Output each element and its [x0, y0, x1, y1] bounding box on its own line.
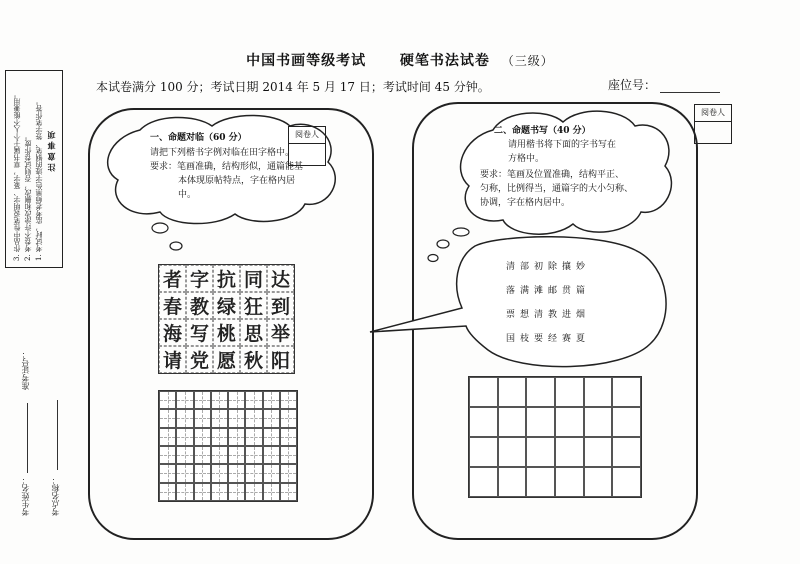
seat-label: 座位号：: [608, 78, 657, 92]
model-char: 请: [159, 346, 186, 373]
notice-box: [5, 70, 63, 268]
practice-cell[interactable]: [498, 437, 527, 467]
practice-cell[interactable]: [612, 467, 641, 497]
model-char: 抗: [213, 265, 240, 292]
practice-cell[interactable]: [159, 428, 176, 446]
practice-cell[interactable]: [526, 377, 555, 407]
practice-cell[interactable]: [263, 446, 280, 464]
practice-cell[interactable]: [584, 467, 613, 497]
notice-heading: 注 意 事 项: [46, 131, 56, 172]
model-char: 党: [186, 346, 213, 373]
task-char-row-4: 国枝要经赛夏: [506, 334, 591, 344]
exam-level: （三级）: [501, 54, 554, 68]
admission-line[interactable]: [27, 403, 28, 473]
practice-cell[interactable]: [555, 377, 584, 407]
section1-grader-box[interactable]: [288, 126, 326, 166]
site-label: 考点名称：: [51, 476, 60, 516]
practice-cell[interactable]: [228, 409, 245, 427]
task-char-row-1: 清部初除攘妙: [506, 262, 591, 272]
practice-cell[interactable]: [211, 464, 228, 482]
model-char: 写: [186, 319, 213, 346]
practice-cell[interactable]: [176, 464, 193, 482]
practice-cell[interactable]: [228, 464, 245, 482]
exam-info: 本试卷满分 100 分；考试日期 2014 年 5 月 17 日；考试时间 45 分钟。: [96, 80, 490, 94]
notice-item-3: 3. 作品中性笔说明字、篆字，草书属于个人不能兼用。: [13, 91, 21, 261]
seat-number-field[interactable]: [608, 76, 720, 93]
practice-cell[interactable]: [228, 391, 245, 409]
practice-cell[interactable]: [280, 391, 297, 409]
cloud-dot-2: [170, 242, 182, 250]
practice-cell[interactable]: [263, 409, 280, 427]
admission-label: 准考证号：: [21, 350, 30, 390]
task-char-row-2: 落满滩邮贯篇: [506, 286, 591, 296]
practice-grid-1[interactable]: [158, 390, 298, 502]
seat-line[interactable]: [660, 80, 720, 93]
practice-cell[interactable]: [176, 446, 193, 464]
model-char: 春: [159, 292, 186, 319]
practice-cell[interactable]: [159, 464, 176, 482]
practice-cell[interactable]: [245, 391, 262, 409]
section1-cloud-dots: [150, 220, 190, 256]
model-char: 者: [159, 265, 186, 292]
practice-cell[interactable]: [245, 446, 262, 464]
model-char: 达: [267, 265, 294, 292]
section1-line-2: 要求：笔画准确，结构形似，通篇能基: [150, 162, 304, 172]
practice-cell[interactable]: [469, 437, 498, 467]
practice-cell[interactable]: [211, 409, 228, 427]
practice-cell[interactable]: [194, 391, 211, 409]
practice-cell[interactable]: [211, 428, 228, 446]
practice-cell[interactable]: [159, 446, 176, 464]
practice-cell[interactable]: [245, 409, 262, 427]
model-char: 海: [159, 319, 186, 346]
cloud-dot-1: [152, 223, 168, 233]
model-char: 狂: [240, 292, 267, 319]
practice-cell[interactable]: [194, 483, 211, 501]
practice-cell[interactable]: [194, 446, 211, 464]
practice-cell[interactable]: [228, 483, 245, 501]
section2-line-3: 要求：笔画及位置准确，结构平正、: [480, 170, 625, 180]
practice-cell[interactable]: [498, 467, 527, 497]
practice-cell[interactable]: [194, 464, 211, 482]
practice-cell[interactable]: [245, 483, 262, 501]
model-char: 思: [240, 319, 267, 346]
section2-grader-label: 阅卷人: [695, 105, 731, 122]
model-char: 举: [267, 319, 294, 346]
practice-cell[interactable]: [228, 446, 245, 464]
notice-item-1: 1. 考试时，监考老师黑色字迹的钢笔、签字笔作答。: [35, 98, 43, 261]
practice-cell[interactable]: [176, 391, 193, 409]
notice-item-2: 2. 考卷不许涂改和删改，否则试卷作废。: [24, 133, 32, 261]
practice-cell[interactable]: [584, 377, 613, 407]
name-label: 考生姓名：: [21, 476, 30, 516]
practice-cell[interactable]: [176, 483, 193, 501]
section2-line-4: 匀称，比例得当，通篇字的大小匀称、: [480, 184, 634, 194]
practice-cell[interactable]: [211, 446, 228, 464]
practice-cell[interactable]: [469, 407, 498, 437]
practice-cell[interactable]: [263, 428, 280, 446]
section2-line-2: 方格中。: [508, 154, 545, 164]
practice-cell[interactable]: [612, 437, 641, 467]
practice-cell[interactable]: [612, 377, 641, 407]
practice-cell[interactable]: [469, 377, 498, 407]
practice-cell[interactable]: [194, 409, 211, 427]
practice-cell[interactable]: [526, 407, 555, 437]
model-char: 愿: [213, 346, 240, 373]
practice-cell[interactable]: [526, 467, 555, 497]
model-char: 秋: [240, 346, 267, 373]
practice-cell[interactable]: [176, 409, 193, 427]
cloud-dot-3: [453, 228, 469, 236]
model-character-grid: [158, 264, 295, 374]
practice-cell[interactable]: [228, 428, 245, 446]
model-char: 字: [186, 265, 213, 292]
section1-grader-label: 阅卷人: [289, 127, 325, 144]
practice-cell[interactable]: [194, 428, 211, 446]
practice-cell[interactable]: [280, 483, 297, 501]
task-char-row-3: 票想清教进烟: [506, 310, 591, 320]
exam-subtitle: 硬笔书法试卷: [399, 53, 490, 69]
practice-cell[interactable]: [498, 407, 527, 437]
practice-cell[interactable]: [584, 407, 613, 437]
model-char: 到: [267, 292, 294, 319]
practice-cell[interactable]: [263, 464, 280, 482]
model-char: 教: [186, 292, 213, 319]
practice-cell[interactable]: [555, 407, 584, 437]
practice-cell[interactable]: [526, 437, 555, 467]
exam-title: [0, 50, 800, 70]
section2-line-5: 协调，字在格内居中。: [480, 198, 571, 208]
section1-line-4: 中。: [178, 190, 197, 200]
section1-line-3: 本体现原帖特点，字在格内居: [178, 176, 296, 186]
practice-cell[interactable]: [612, 407, 641, 437]
practice-cell[interactable]: [245, 428, 262, 446]
model-char: 桃: [213, 319, 240, 346]
section2-grader-box[interactable]: [694, 104, 732, 144]
practice-cell[interactable]: [211, 391, 228, 409]
practice-cell[interactable]: [159, 391, 176, 409]
site-line[interactable]: [57, 400, 58, 470]
practice-cell[interactable]: [159, 483, 176, 501]
practice-cell[interactable]: [584, 437, 613, 467]
practice-cell[interactable]: [498, 377, 527, 407]
practice-cell[interactable]: [159, 409, 176, 427]
practice-grid-2[interactable]: [468, 376, 642, 498]
practice-cell[interactable]: [280, 428, 297, 446]
section1-line-1: 请把下列楷书字例对临在田字格中。: [150, 148, 295, 158]
model-char: 阳: [267, 346, 294, 373]
practice-cell[interactable]: [176, 428, 193, 446]
practice-cell[interactable]: [263, 483, 280, 501]
practice-cell[interactable]: [555, 437, 584, 467]
practice-cell[interactable]: [280, 464, 297, 482]
practice-cell[interactable]: [469, 467, 498, 497]
practice-cell[interactable]: [280, 409, 297, 427]
model-char: 同: [240, 265, 267, 292]
practice-cell[interactable]: [211, 483, 228, 501]
model-char: 绿: [213, 292, 240, 319]
exam-title-main: 中国书画等级考试: [246, 53, 367, 69]
practice-cell[interactable]: [263, 391, 280, 409]
section1-title: 一、命题对临（60 分）: [150, 133, 247, 143]
practice-cell[interactable]: [245, 464, 262, 482]
section2-line-1: 请用楷书将下面的字书写在: [508, 140, 617, 150]
section2-title: 二、命题书写（40 分）: [494, 126, 591, 136]
practice-cell[interactable]: [280, 446, 297, 464]
practice-cell[interactable]: [555, 467, 584, 497]
